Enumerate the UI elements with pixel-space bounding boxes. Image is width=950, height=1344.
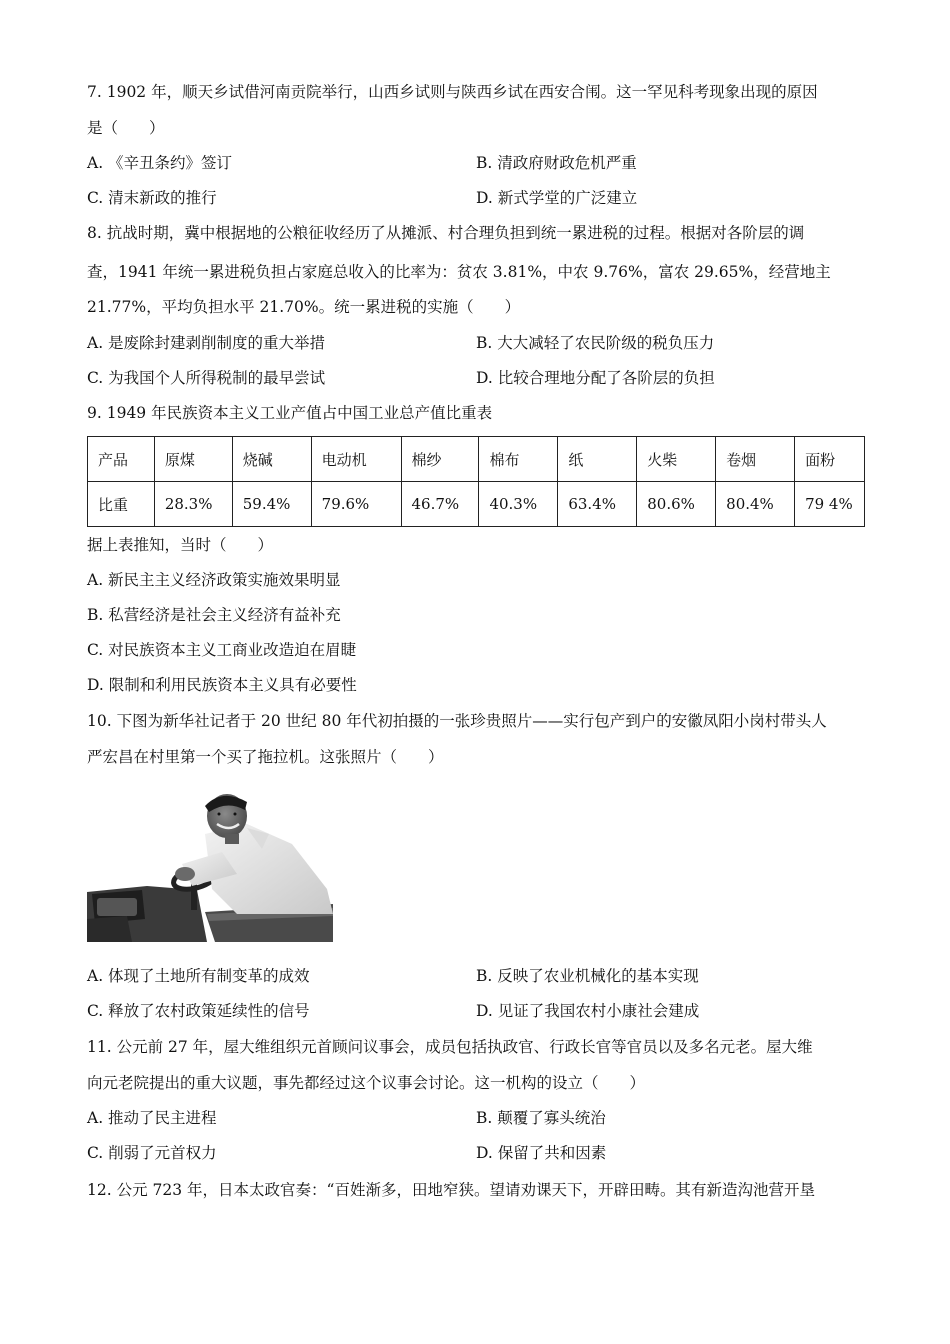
tractor-photo (87, 794, 333, 942)
industry-share-table (87, 436, 865, 527)
table-header-row (88, 437, 865, 482)
q9-option-b[interactable]: B. 私营经济是社会主义经济有益补充 (87, 606, 341, 624)
q8-option-d[interactable]: D. 比较合理地分配了各阶层的负担 (476, 369, 715, 387)
q7-option-a[interactable]: A. 《辛丑条约》签订 (87, 154, 233, 172)
table-cell: 产品 (88, 437, 155, 482)
q10-option-d[interactable]: D. 见证了我国农村小康社会建成 (476, 1002, 700, 1020)
tractor-photo-image (87, 794, 333, 942)
table-cell: 28.3% (154, 482, 232, 527)
q12-stem-line-1: 12. 公元 723 年，日本太政官奏：“百姓渐多，田地窄狭。望请劝课天下，开辟田畴。其有新造沟池营开垦 (87, 1181, 815, 1199)
table-cell: 棉纱 (401, 437, 479, 482)
q7-option-b[interactable]: B. 清政府财政危机严重 (476, 154, 637, 172)
q10-option-c[interactable]: C. 释放了农村政策延续性的信号 (87, 1002, 310, 1020)
q9-option-d[interactable]: D. 限制和利用民族资本主义具有必要性 (87, 676, 357, 694)
q9-option-a[interactable]: A. 新民主主义经济政策实施效果明显 (87, 571, 341, 589)
table-cell: 比重 (88, 482, 155, 527)
q7-option-c[interactable]: C. 清末新政的推行 (87, 189, 217, 207)
q11-option-a[interactable]: A. 推动了民主进程 (87, 1109, 217, 1127)
q11-option-b[interactable]: B. 颠覆了寡头统治 (476, 1109, 606, 1127)
q8-stem-line-1: 8. 抗战时期，冀中根据地的公粮征收经历了从摊派、村合理负担到统一累进税的过程。根据对各阶层的调 (87, 224, 805, 242)
table-cell: 电动机 (311, 437, 401, 482)
q10-stem-line-2: 严宏昌在村里第一个买了拖拉机。这张照片（ ） (87, 748, 444, 766)
table-cell: 烧碱 (232, 437, 311, 482)
table-cell: 纸 (558, 437, 637, 482)
table-row (88, 482, 865, 527)
q11-option-c[interactable]: C. 削弱了元首权力 (87, 1144, 217, 1162)
table-cell: 火柴 (637, 437, 716, 482)
q10-stem-line-1: 10. 下图为新华社记者于 20 世纪 80 年代初拍摄的一张珍贵照片——实行包产到户的安徽凤阳小岗村带头人 (87, 712, 827, 730)
q9-followup: 据上表推知，当时（ ） (87, 536, 274, 554)
q9-option-c[interactable]: C. 对民族资本主义工商业改造迫在眉睫 (87, 641, 357, 659)
table-cell: 59.4% (232, 482, 311, 527)
q9-stem: 9. 1949 年民族资本主义工业产值占中国工业总产值比重表 (87, 404, 493, 422)
table-cell: 面粉 (795, 437, 865, 482)
q8-option-b[interactable]: B. 大大减轻了农民阶级的税负压力 (476, 334, 715, 352)
q7-stem-line-2: 是（ ） (87, 119, 165, 137)
q7-option-d[interactable]: D. 新式学堂的广泛建立 (476, 189, 638, 207)
q11-stem-line-1: 11. 公元前 27 年，屋大维组织元首顾问议事会，成员包括执政官、行政长官等官员以及多名元老。屋大维 (87, 1038, 813, 1056)
table-cell: 原煤 (154, 437, 232, 482)
table-cell: 63.4% (558, 482, 637, 527)
q11-option-d[interactable]: D. 保留了共和因素 (476, 1144, 607, 1162)
table-cell: 80.4% (716, 482, 795, 527)
table-cell: 79 4% (795, 482, 865, 527)
table-cell: 79.6% (311, 482, 401, 527)
q8-stem-line-2: 查，1941 年统一累进税负担占家庭总收入的比率为：贫农 3.81%，中农 9.76%，富农 29.65%，经营地主 (87, 263, 831, 281)
q8-option-a[interactable]: A. 是废除封建剥削制度的重大举措 (87, 334, 326, 352)
q11-stem-line-2: 向元老院提出的重大议题，事先都经过这个议事会讨论。这一机构的设立（ ） (87, 1074, 646, 1092)
table-cell: 40.3% (479, 482, 558, 527)
table-cell: 46.7% (401, 482, 479, 527)
table-cell: 棉布 (479, 437, 558, 482)
q10-option-a[interactable]: A. 体现了土地所有制变革的成效 (87, 967, 310, 985)
q8-option-c[interactable]: C. 为我国个人所得税制的最早尝试 (87, 369, 326, 387)
table-cell: 80.6% (637, 482, 716, 527)
q8-stem-line-3: 21.77%，平均负担水平 21.70%。统一累进税的实施（ ） (87, 298, 521, 316)
q10-option-b[interactable]: B. 反映了农业机械化的基本实现 (476, 967, 699, 985)
table-cell: 卷烟 (716, 437, 795, 482)
q7-stem-line-1: 7. 1902 年，顺天乡试借河南贡院举行，山西乡试则与陕西乡试在西安合闱。这一罕见科考现象出现的原因 (87, 83, 818, 101)
